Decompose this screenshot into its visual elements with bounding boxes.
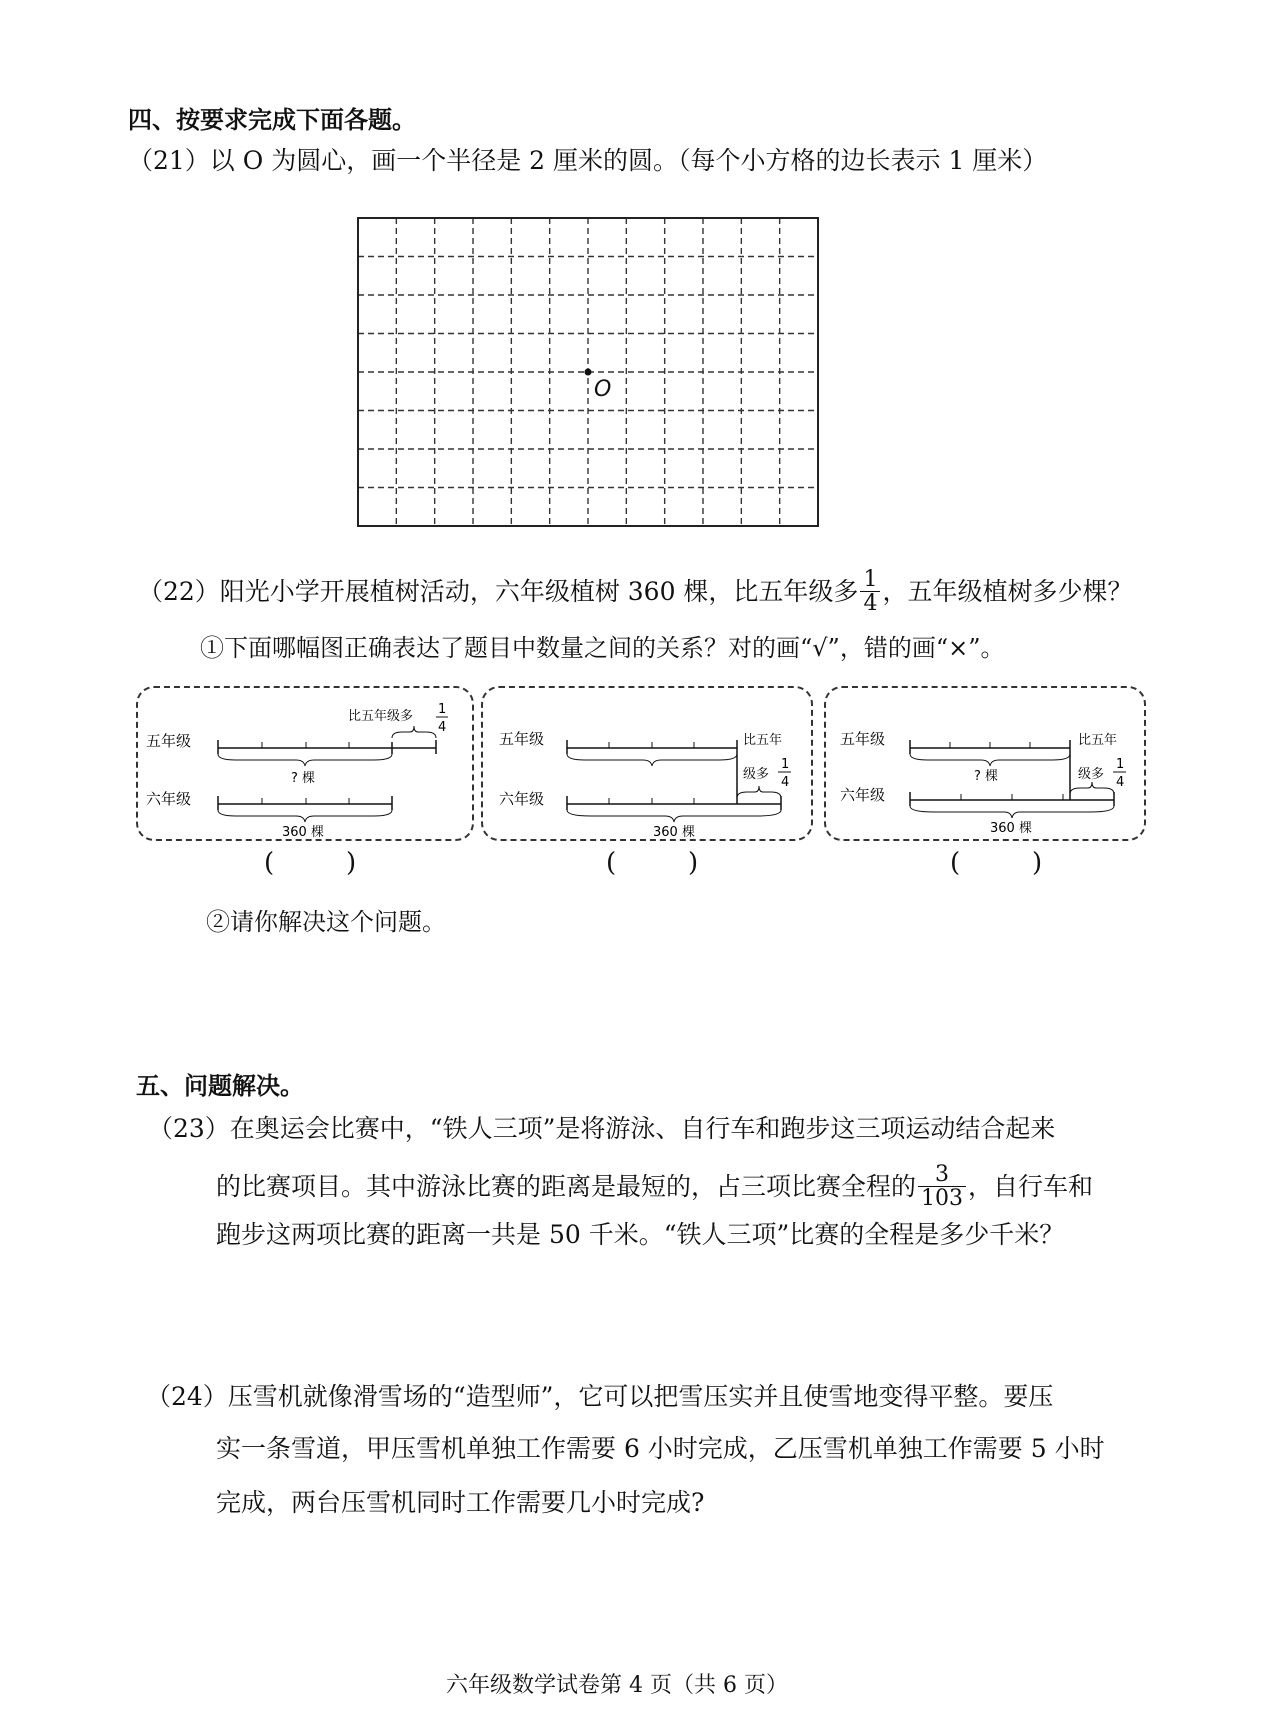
q23-line-2-after: ，自行车和	[968, 1172, 1094, 1202]
diagram3-grade6-label: 六年级	[840, 786, 886, 804]
diagram1-more-label: 比五年级多	[348, 709, 414, 724]
diagram3-frac-num: 1	[1116, 757, 1125, 772]
answer-paren-2-close: )	[688, 848, 699, 878]
q22-fraction-denominator: 4	[860, 591, 880, 615]
q23-line-2	[216, 1163, 1093, 1210]
diagram2-frac-den: 4	[781, 775, 790, 790]
diagram2-grade5-label: 五年级	[499, 730, 545, 748]
diagram2-more-label-2: 级多	[743, 767, 770, 782]
page-footer: 六年级数学试卷第 4 页（共 6 页）	[446, 1673, 788, 1698]
q24-line-3: 完成，两台压雪机同时工作需要几小时完成?	[216, 1488, 705, 1517]
answer-paren-1-open: (	[264, 848, 275, 878]
diagram-3	[824, 686, 1146, 841]
q22-fraction-numerator: 1	[863, 567, 878, 592]
answer-slot-1[interactable]	[282, 848, 342, 878]
q24-line-2: 实一条雪道，甲压雪机单独工作需要 6 小时完成，乙压雪机单独工作需要 5 小时	[216, 1434, 1105, 1463]
diagram3-more-label-1: 比五年	[1078, 733, 1118, 748]
diagram2-frac-num: 1	[781, 757, 790, 772]
diagram1-question-label: ? 棵	[291, 771, 316, 786]
diagram-1	[136, 686, 474, 841]
diagram3-grade5-label: 五年级	[840, 730, 886, 748]
q21-grid	[356, 216, 820, 528]
diagram1-grade6-label: 六年级	[146, 790, 192, 808]
diagram3-total-label: 360 棵	[990, 821, 1032, 836]
answer-paren-1-close: )	[346, 848, 357, 878]
q24-line-1: （24）压雪机就像滑雪场的“造型师”，它可以把雪压实并且使雪地变得平整。要压	[146, 1382, 1054, 1411]
q22-text-before: （22）阳光小学开展植树活动，六年级植树 360 棵，比五年级多	[138, 577, 859, 607]
q23-fraction	[918, 1163, 966, 1210]
diagram3-question-label: ? 棵	[974, 769, 999, 784]
center-label-o: O	[594, 377, 612, 402]
section5-title: 五、问题解决。	[136, 1072, 304, 1100]
diagram3-more-label-2: 级多	[1078, 767, 1105, 782]
diagram1-total-label: 360 棵	[282, 825, 324, 840]
diagram2-total-label: 360 棵	[653, 825, 695, 840]
diagram-2	[481, 686, 813, 841]
question-21-text: （21）以 O 为圆心，画一个半径是 2 厘米的圆。（每个小方格的边长表示 1 厘米）	[128, 146, 1048, 175]
q23-line-3: 跑步这两项比赛的距离一共是 50 千米。“铁人三项”比赛的全程是多少千米？	[216, 1220, 1065, 1249]
q23-line-2-before: 的比赛项目。其中游泳比赛的距离是最短的，占三项比赛全程的	[216, 1172, 917, 1202]
q22-text-after: ，五年级植树多少棵？	[882, 577, 1133, 607]
diagram3-frac-den: 4	[1116, 775, 1125, 790]
diagram1-grade5-label: 五年级	[146, 732, 192, 750]
answer-paren-2-open: (	[606, 848, 617, 878]
answer-slot-2[interactable]	[624, 848, 684, 878]
q22-fraction	[860, 568, 880, 615]
answer-slot-3[interactable]	[968, 848, 1028, 878]
section4-title: 四、按要求完成下面各题。	[128, 106, 416, 134]
center-point-o	[585, 369, 592, 376]
q22-sub-question-2: ②请你解决这个问题。	[206, 908, 446, 936]
diagram2-grade6-label: 六年级	[499, 790, 545, 808]
answer-paren-3-open: (	[950, 848, 961, 878]
answer-paren-3-close: )	[1032, 848, 1043, 878]
diagram2-more-label-1: 比五年	[743, 733, 783, 748]
q22-sub-question-1: ①下面哪幅图正确表达了题目中数量之间的关系？对的画“√”，错的画“×”。	[200, 634, 1005, 662]
question-22-text	[138, 568, 1132, 615]
q23-fraction-numerator: 3	[935, 1162, 950, 1187]
q23-fraction-denominator: 103	[918, 1186, 966, 1210]
q23-line-1: （23）在奥运会比赛中，“铁人三项”是将游泳、自行车和跑步这三项运动结合起来	[148, 1114, 1056, 1143]
diagram1-frac-den: 4	[438, 720, 447, 735]
diagram1-frac-num: 1	[438, 702, 447, 717]
